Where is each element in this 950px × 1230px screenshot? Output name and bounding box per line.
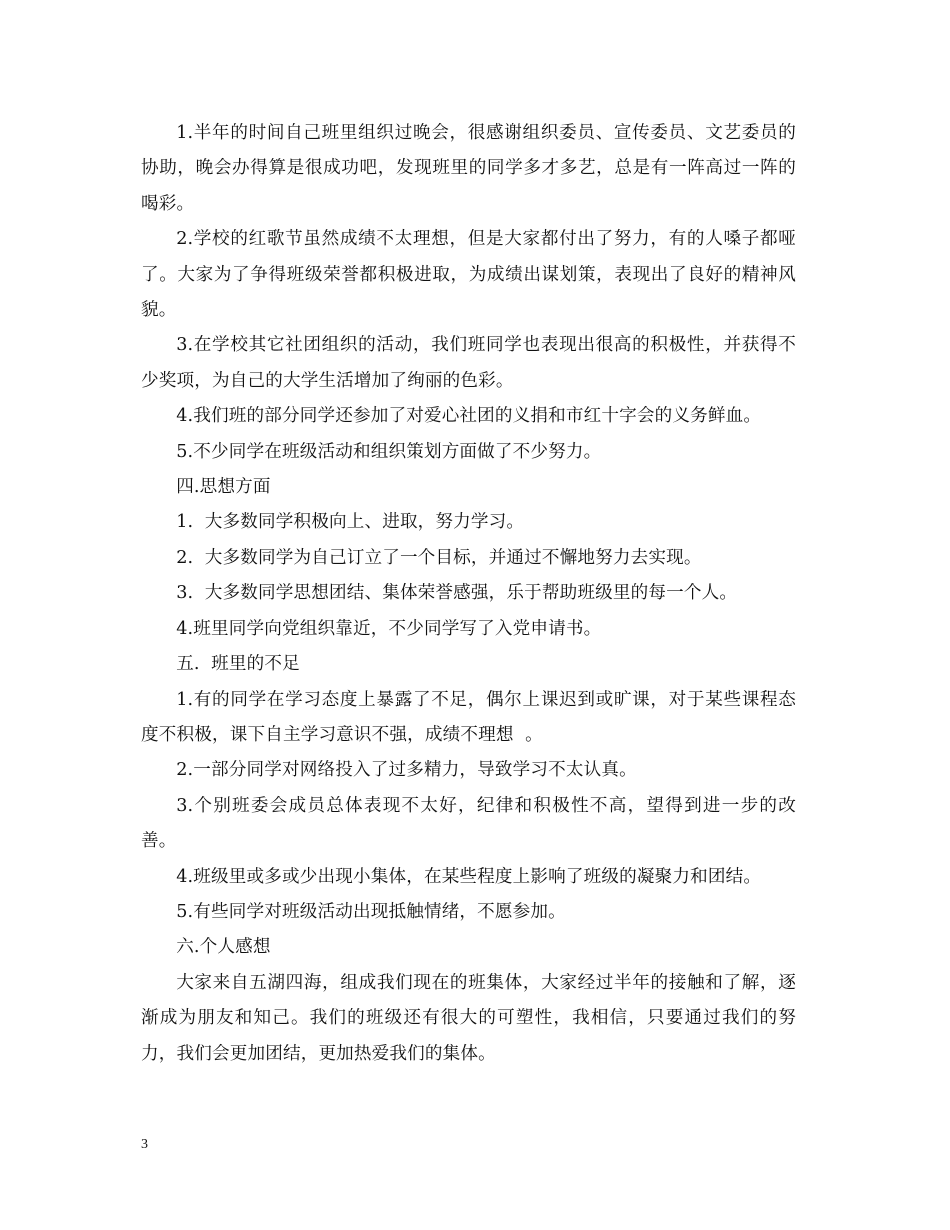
document-body [141,116,796,1072]
paragraph: 3.在学校其它社团组织的活动，我们班同学也表现出很高的积极性，并获得不少奖项，为自己的大学生活增加了绚丽的色彩。 [141,335,796,391]
paragraph: 2. 大多数同学为自己订立了一个目标，并通过不懈地努力去实现。 [176,547,702,568]
paragraph: 2.一部分同学对网络投入了过多精力，导致学习不太认真。 [176,760,637,781]
paragraph: 1.有的同学在学习态度上暴露了不足，偶尔上课迟到或旷课，对于某些课程态度不积极，课下自主学习意识不强，成绩不理想 。 [141,689,796,745]
paragraph: 大家来自五湖四海，组成我们现在的班集体，大家经过半年的接触和了解，逐渐成为朋友和知己。我们的班级还有很大的可塑性，我相信，只要通过我们的努力，我们会更加团结，更加热爱我们的集体。 [141,972,796,1064]
paragraph: 2.学校的红歌节虽然成绩不太理想，但是大家都付出了努力，有的人嗓子都哑了。大家为了争得班级荣誉都积极进取，为成绩出谋划策，表现出了良好的精神风貌。 [141,229,796,321]
paragraph: 5.不少同学在班级活动和组织策划方面做了不少努力。 [176,441,602,462]
section-heading: 五. 班里的不足 [176,654,300,675]
section-heading: 四.思想方面 [176,477,271,498]
paragraph: 3.个别班委会成员总体表现不太好，纪律和积极性不高，望得到进一步的改善。 [141,795,796,852]
paragraph: 4.班里同学向党组织靠近，不少同学写了入党申请书。 [176,618,602,639]
section-heading: 六.个人感想 [176,937,271,958]
page-number: 3 [141,1137,148,1152]
paragraph: 1. 大多数同学积极向上、进取，努力学习。 [176,512,525,533]
paragraph: 5.有些同学对班级活动出现抵触情绪，不愿参加。 [176,901,566,922]
paragraph: 1.半年的时间自己班里组织过晚会，很感谢组织委员、宣传委员、文艺委员的协助，晚会办得算是很成功吧，发现班里的同学多才多艺，总是有一阵高过一阵的喝彩。 [141,123,796,214]
paragraph: 3. 大多数同学思想团结、集体荣誉感强，乐于帮助班级里的每一个人。 [176,583,738,604]
paragraph: 4.我们班的部分同学还参加了对爱心社团的义捐和市红十字会的义务鲜血。 [176,406,762,427]
paragraph: 4.班级里或多或少出现小集体，在某些程度上影响了班级的凝聚力和团结。 [176,866,762,887]
